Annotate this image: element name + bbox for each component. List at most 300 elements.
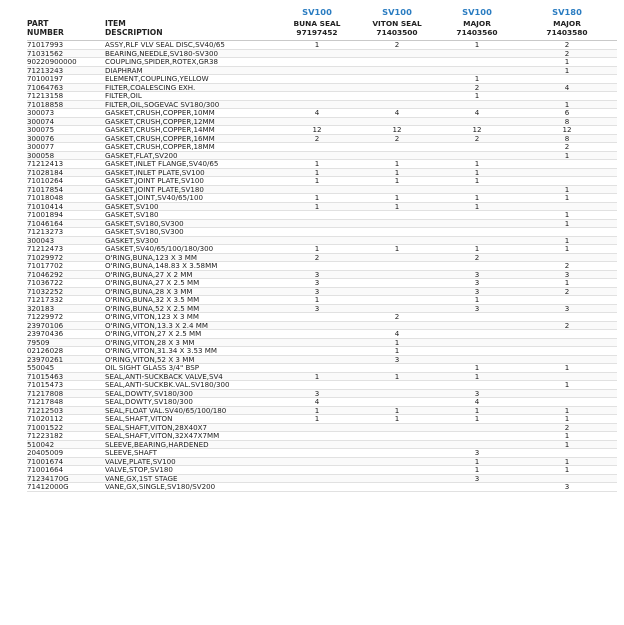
qty-sv100-buna-cell	[277, 185, 357, 194]
part-number-cell: 71001674	[27, 457, 105, 466]
table-row	[27, 372, 617, 381]
part-number-cell: 300073	[27, 109, 105, 118]
qty-sv100-viton-cell	[357, 83, 437, 92]
table-row	[27, 338, 617, 347]
qty-sv180-major-cell: 1	[517, 66, 617, 75]
qty-sv180-major-cell: 1	[517, 211, 617, 220]
item-description-cell: VALVE,STOP,SV180	[105, 466, 277, 475]
table-row	[27, 423, 617, 432]
table-row	[27, 83, 617, 92]
table-row	[27, 58, 617, 67]
qty-sv100-major-cell	[437, 151, 517, 160]
qty-sv100-major-cell: 1	[437, 466, 517, 475]
part-number-header	[27, 8, 105, 41]
qty-sv180-major-cell: 1	[517, 432, 617, 441]
table-row	[27, 321, 617, 330]
item-description-cell: SLEEVE,BEARING,HARDENED	[105, 440, 277, 449]
qty-sv180-major-cell: 8	[517, 117, 617, 126]
item-description-cell: SEAL,DOWTY,SV180/300	[105, 389, 277, 398]
part-number-cell: 71212413	[27, 160, 105, 169]
qty-sv100-major-cell: 1	[437, 296, 517, 305]
part-number-cell: 71064763	[27, 83, 105, 92]
qty-sv180-major-cell	[517, 177, 617, 186]
part-number-cell: 300075	[27, 126, 105, 135]
part-number-cell: 71213243	[27, 66, 105, 75]
item-description-cell: GASKET,INLET FLANGE,SV40/65	[105, 160, 277, 169]
qty-sv100-major-cell: 1	[437, 364, 517, 373]
qty-sv100-major-cell: 1	[437, 406, 517, 415]
qty-sv100-buna-cell	[277, 338, 357, 347]
qty-sv180-major-cell	[517, 398, 617, 407]
qty-sv100-major-cell: 3	[437, 279, 517, 288]
qty-sv100-buna-cell	[277, 75, 357, 84]
qty-sv100-major-cell: 1	[437, 75, 517, 84]
qty-sv180-major-cell	[517, 389, 617, 398]
qty-sv100-major-cell: 3	[437, 474, 517, 483]
part-number-cell: 71217848	[27, 398, 105, 407]
kit-model: SV100	[462, 7, 492, 17]
qty-sv100-major-cell	[437, 440, 517, 449]
table-row	[27, 75, 617, 84]
qty-sv100-major-cell: 3	[437, 304, 517, 313]
qty-sv100-buna-cell	[277, 100, 357, 109]
qty-sv180-major-cell: 6	[517, 109, 617, 118]
qty-sv100-viton-cell	[357, 49, 437, 58]
qty-sv100-buna-cell	[277, 262, 357, 271]
item-description-cell: O'RING,BUNA,148.83 X 3.58MM	[105, 262, 277, 271]
item-description-cell: VANE,GX,1ST STAGE	[105, 474, 277, 483]
qty-sv100-major-cell: 12	[437, 126, 517, 135]
qty-sv180-major-cell: 1	[517, 185, 617, 194]
qty-sv100-major-cell: 1	[437, 177, 517, 186]
qty-sv100-buna-cell	[277, 143, 357, 152]
qty-sv180-major-cell: 1	[517, 236, 617, 245]
kit-header-sv100-major	[437, 8, 517, 41]
qty-sv100-viton-cell: 1	[357, 202, 437, 211]
qty-sv100-viton-cell: 1	[357, 372, 437, 381]
qty-sv180-major-cell: 1	[517, 100, 617, 109]
part-number-cell: 71217808	[27, 389, 105, 398]
part-number-cell: 71010264	[27, 177, 105, 186]
part-number-cell: 79509	[27, 338, 105, 347]
table-row	[27, 109, 617, 118]
qty-sv100-viton-cell	[357, 270, 437, 279]
qty-sv100-major-cell: 3	[437, 287, 517, 296]
qty-sv180-major-cell	[517, 228, 617, 237]
part-number-cell: 23970106	[27, 321, 105, 330]
qty-sv100-viton-cell	[357, 423, 437, 432]
item-description-cell: O'RING,VITON,28 X 3 MM	[105, 338, 277, 347]
item-description-cell: GASKET,JOINT PLATE,SV180	[105, 185, 277, 194]
qty-sv100-viton-cell	[357, 440, 437, 449]
qty-sv100-buna-cell: 1	[277, 177, 357, 186]
qty-sv180-major-cell: 2	[517, 423, 617, 432]
part-number-cell: 71234170G	[27, 474, 105, 483]
table-row	[27, 287, 617, 296]
qty-sv100-viton-cell	[357, 262, 437, 271]
qty-sv100-viton-cell: 1	[357, 194, 437, 203]
item-description-cell: GASKET,SV180,SV300	[105, 228, 277, 237]
item-description-header-line-1: ITEM	[105, 19, 126, 28]
table-row	[27, 143, 617, 152]
part-number-header-line-2: NUMBER	[27, 28, 64, 37]
item-description-cell: O'RING,VITON,27 X 2.5 MM	[105, 330, 277, 339]
part-number-cell: 71020112	[27, 415, 105, 424]
qty-sv100-buna-cell: 3	[277, 304, 357, 313]
item-description-cell: O'RING,BUNA,52 X 2.5 MM	[105, 304, 277, 313]
qty-sv100-major-cell	[437, 211, 517, 220]
part-number-cell: 71212473	[27, 245, 105, 254]
qty-sv100-viton-cell	[357, 398, 437, 407]
qty-sv100-buna-cell	[277, 236, 357, 245]
part-number-cell: 71217332	[27, 296, 105, 305]
part-number-cell: 71015473	[27, 381, 105, 390]
qty-sv100-viton-cell	[357, 381, 437, 390]
qty-sv100-buna-cell: 3	[277, 279, 357, 288]
part-number-header-line-1: PART	[27, 19, 49, 28]
kit-name: MAJOR	[463, 19, 491, 28]
item-description-cell: O'RING,VITON,123 X 3 MM	[105, 313, 277, 322]
part-number-cell: 71017854	[27, 185, 105, 194]
table-row	[27, 406, 617, 415]
item-description-cell: DIAPHRAM	[105, 66, 277, 75]
item-description-cell: GASKET,CRUSH,COPPER,16MM	[105, 134, 277, 143]
qty-sv180-major-cell: 2	[517, 321, 617, 330]
qty-sv100-major-cell	[437, 49, 517, 58]
table-row	[27, 194, 617, 203]
qty-sv100-buna-cell: 1	[277, 160, 357, 169]
qty-sv180-major-cell: 12	[517, 126, 617, 135]
qty-sv100-viton-cell	[357, 117, 437, 126]
qty-sv180-major-cell	[517, 168, 617, 177]
table-row	[27, 202, 617, 211]
qty-sv100-viton-cell	[357, 236, 437, 245]
qty-sv100-buna-cell: 3	[277, 270, 357, 279]
qty-sv100-major-cell: 1	[437, 372, 517, 381]
qty-sv100-buna-cell	[277, 483, 357, 492]
qty-sv100-major-cell	[437, 423, 517, 432]
item-description-cell: FILTER,OIL,SOGEVAC SV180/300	[105, 100, 277, 109]
qty-sv180-major-cell: 1	[517, 466, 617, 475]
qty-sv100-viton-cell: 1	[357, 415, 437, 424]
kit-part-number: 71403560	[456, 28, 498, 37]
qty-sv100-major-cell	[437, 330, 517, 339]
qty-sv180-major-cell: 2	[517, 49, 617, 58]
part-number-cell: 90220900000	[27, 58, 105, 67]
table-row	[27, 449, 617, 458]
item-description-cell: SEAL,FLOAT VAL.SV40/65/100/180	[105, 406, 277, 415]
qty-sv100-buna-cell	[277, 66, 357, 75]
qty-sv100-major-cell	[437, 58, 517, 67]
qty-sv180-major-cell	[517, 338, 617, 347]
qty-sv100-buna-cell	[277, 330, 357, 339]
kit-model: SV100	[382, 7, 412, 17]
qty-sv180-major-cell: 2	[517, 287, 617, 296]
qty-sv100-viton-cell: 2	[357, 134, 437, 143]
table-row	[27, 313, 617, 322]
qty-sv100-viton-cell	[357, 321, 437, 330]
qty-sv180-major-cell: 2	[517, 143, 617, 152]
item-description-cell: BEARING,NEEDLE,SV180-SV300	[105, 49, 277, 58]
part-number-cell: 71017993	[27, 41, 105, 50]
item-description-cell: SEAL,ANTI-SUCKBK.VAL.SV180/300	[105, 381, 277, 390]
qty-sv100-buna-cell: 1	[277, 406, 357, 415]
qty-sv180-major-cell	[517, 449, 617, 458]
table-row	[27, 330, 617, 339]
part-number-cell: 300077	[27, 143, 105, 152]
table-row	[27, 389, 617, 398]
qty-sv180-major-cell: 1	[517, 194, 617, 203]
table-row	[27, 279, 617, 288]
qty-sv180-major-cell	[517, 313, 617, 322]
table-row	[27, 474, 617, 483]
qty-sv100-buna-cell	[277, 151, 357, 160]
qty-sv180-major-cell: 1	[517, 219, 617, 228]
table-row	[27, 262, 617, 271]
qty-sv180-major-cell	[517, 372, 617, 381]
item-description-cell: SEAL,SHAFT,VITON,32X47X7MM	[105, 432, 277, 441]
qty-sv100-viton-cell	[357, 483, 437, 492]
part-number-cell: 300074	[27, 117, 105, 126]
qty-sv100-major-cell: 4	[437, 109, 517, 118]
part-number-cell: 71046292	[27, 270, 105, 279]
table-row	[27, 134, 617, 143]
table-row	[27, 457, 617, 466]
table-header	[27, 8, 617, 41]
table-row	[27, 177, 617, 186]
qty-sv100-viton-cell	[357, 151, 437, 160]
table-row	[27, 440, 617, 449]
qty-sv100-buna-cell: 2	[277, 253, 357, 262]
qty-sv100-major-cell: 3	[437, 270, 517, 279]
table-row	[27, 49, 617, 58]
qty-sv100-major-cell	[437, 338, 517, 347]
qty-sv100-viton-cell: 1	[357, 177, 437, 186]
qty-sv100-buna-cell: 1	[277, 202, 357, 211]
qty-sv180-major-cell: 1	[517, 364, 617, 373]
qty-sv180-major-cell	[517, 75, 617, 84]
qty-sv180-major-cell: 1	[517, 415, 617, 424]
qty-sv100-major-cell	[437, 228, 517, 237]
table-row	[27, 296, 617, 305]
part-number-cell: 71036722	[27, 279, 105, 288]
qty-sv100-viton-cell	[357, 185, 437, 194]
qty-sv100-viton-cell	[357, 143, 437, 152]
qty-sv100-viton-cell: 3	[357, 355, 437, 364]
kit-header-sv180-major	[517, 8, 617, 41]
table-row	[27, 381, 617, 390]
qty-sv180-major-cell: 1	[517, 58, 617, 67]
part-number-cell: 71001522	[27, 423, 105, 432]
qty-sv100-viton-cell	[357, 253, 437, 262]
qty-sv100-viton-cell	[357, 75, 437, 84]
part-number-cell: 71028184	[27, 168, 105, 177]
part-number-cell: 71017702	[27, 262, 105, 271]
table-row	[27, 466, 617, 475]
qty-sv100-buna-cell: 2	[277, 134, 357, 143]
item-description-cell: O'RING,VITON,52 X 3 MM	[105, 355, 277, 364]
qty-sv100-buna-cell	[277, 321, 357, 330]
item-description-cell: GASKET,FLAT,SV200	[105, 151, 277, 160]
kit-model: SV180	[552, 7, 582, 17]
table-row	[27, 398, 617, 407]
table-row	[27, 415, 617, 424]
qty-sv100-viton-cell	[357, 279, 437, 288]
qty-sv180-major-cell: 8	[517, 134, 617, 143]
table-row	[27, 364, 617, 373]
qty-sv100-major-cell	[437, 313, 517, 322]
item-description-cell: GASKET,CRUSH,COPPER,10MM	[105, 109, 277, 118]
item-description-cell: O'RING,BUNA,28 X 3 MM	[105, 287, 277, 296]
table-row	[27, 432, 617, 441]
qty-sv100-major-cell	[437, 219, 517, 228]
item-description-cell: GASKET,SV40/65/100/180/300	[105, 245, 277, 254]
qty-sv100-buna-cell: 4	[277, 109, 357, 118]
qty-sv100-buna-cell	[277, 219, 357, 228]
qty-sv100-buna-cell	[277, 449, 357, 458]
table-row	[27, 100, 617, 109]
table-row	[27, 160, 617, 169]
kit-part-number: 71403580	[546, 28, 588, 37]
qty-sv100-viton-cell: 4	[357, 330, 437, 339]
qty-sv100-viton-cell	[357, 228, 437, 237]
item-description-cell: SEAL,SHAFT,VITON	[105, 415, 277, 424]
qty-sv100-viton-cell: 1	[357, 406, 437, 415]
qty-sv180-major-cell: 2	[517, 41, 617, 50]
qty-sv100-major-cell	[437, 100, 517, 109]
qty-sv180-major-cell: 1	[517, 245, 617, 254]
part-number-cell: 550045	[27, 364, 105, 373]
part-number-cell: 71029972	[27, 253, 105, 262]
qty-sv100-buna-cell	[277, 211, 357, 220]
item-description-cell: SEAL,ANTI-SUCKBACK VALVE,SV4	[105, 372, 277, 381]
qty-sv100-buna-cell	[277, 92, 357, 101]
qty-sv100-buna-cell	[277, 423, 357, 432]
item-description-cell: GASKET,CRUSH,COPPER,12MM	[105, 117, 277, 126]
qty-sv100-buna-cell	[277, 474, 357, 483]
qty-sv180-major-cell: 1	[517, 440, 617, 449]
part-number-cell: 510042	[27, 440, 105, 449]
qty-sv100-major-cell	[437, 66, 517, 75]
qty-sv100-major-cell	[437, 321, 517, 330]
qty-sv180-major-cell: 3	[517, 483, 617, 492]
table-row	[27, 236, 617, 245]
qty-sv100-viton-cell	[357, 466, 437, 475]
qty-sv180-major-cell	[517, 330, 617, 339]
part-number-cell: 02126028	[27, 347, 105, 356]
item-description-cell: SLEEVE,SHAFT	[105, 449, 277, 458]
qty-sv180-major-cell	[517, 347, 617, 356]
qty-sv100-viton-cell	[357, 100, 437, 109]
table-row	[27, 66, 617, 75]
part-number-cell: 71223182	[27, 432, 105, 441]
qty-sv100-major-cell: 1	[437, 92, 517, 101]
table-row	[27, 185, 617, 194]
part-number-cell: 23970261	[27, 355, 105, 364]
item-description-cell: VANE,GX,SINGLE,SV180/SV200	[105, 483, 277, 492]
qty-sv100-major-cell	[437, 355, 517, 364]
part-number-cell: 71213273	[27, 228, 105, 237]
table-row	[27, 245, 617, 254]
qty-sv100-major-cell: 1	[437, 160, 517, 169]
qty-sv100-buna-cell: 1	[277, 41, 357, 50]
kit-model: SV100	[302, 7, 332, 17]
qty-sv100-buna-cell: 3	[277, 389, 357, 398]
qty-sv100-major-cell	[437, 483, 517, 492]
qty-sv180-major-cell: 3	[517, 304, 617, 313]
qty-sv100-major-cell: 3	[437, 389, 517, 398]
qty-sv100-buna-cell: 1	[277, 245, 357, 254]
qty-sv100-viton-cell	[357, 457, 437, 466]
part-number-cell: 71018048	[27, 194, 105, 203]
qty-sv180-major-cell	[517, 355, 617, 364]
part-number-cell: 71010414	[27, 202, 105, 211]
qty-sv100-major-cell: 2	[437, 253, 517, 262]
table-row	[27, 41, 617, 50]
table-row	[27, 483, 617, 492]
qty-sv180-major-cell	[517, 474, 617, 483]
part-number-cell: 71031562	[27, 49, 105, 58]
table-row	[27, 228, 617, 237]
table-row	[27, 355, 617, 364]
qty-sv100-buna-cell	[277, 83, 357, 92]
qty-sv180-major-cell	[517, 160, 617, 169]
qty-sv100-buna-cell	[277, 381, 357, 390]
kit-part-number: 71403500	[376, 28, 418, 37]
qty-sv100-viton-cell	[357, 364, 437, 373]
qty-sv100-viton-cell	[357, 58, 437, 67]
qty-sv100-major-cell	[437, 236, 517, 245]
table-body	[27, 41, 617, 492]
item-description-cell: GASKET,SV300	[105, 236, 277, 245]
kit-header-sv100-buna	[277, 8, 357, 41]
qty-sv100-buna-cell	[277, 364, 357, 373]
item-description-cell: O'RING,BUNA,32 X 3.5 MM	[105, 296, 277, 305]
qty-sv100-major-cell: 1	[437, 41, 517, 50]
qty-sv100-buna-cell	[277, 355, 357, 364]
item-description-cell: GASKET,SV100	[105, 202, 277, 211]
table-row	[27, 211, 617, 220]
qty-sv100-buna-cell	[277, 117, 357, 126]
qty-sv100-viton-cell	[357, 211, 437, 220]
table-row	[27, 126, 617, 135]
part-number-cell: 71001894	[27, 211, 105, 220]
part-number-cell: 71213158	[27, 92, 105, 101]
part-number-cell: 320183	[27, 304, 105, 313]
qty-sv100-viton-cell: 12	[357, 126, 437, 135]
table-row	[27, 92, 617, 101]
item-description-cell: GASKET,CRUSH,COPPER,18MM	[105, 143, 277, 152]
table-row	[27, 219, 617, 228]
item-description-cell: GASKET,SV180,SV300	[105, 219, 277, 228]
qty-sv100-buna-cell	[277, 347, 357, 356]
kit-name: MAJOR	[553, 19, 581, 28]
qty-sv180-major-cell: 1	[517, 151, 617, 160]
qty-sv100-buna-cell: 3	[277, 287, 357, 296]
qty-sv100-major-cell	[437, 262, 517, 271]
part-number-cell: 300076	[27, 134, 105, 143]
kit-header-sv100-viton	[357, 8, 437, 41]
qty-sv100-major-cell	[437, 347, 517, 356]
qty-sv100-viton-cell	[357, 66, 437, 75]
table-row	[27, 151, 617, 160]
part-number-cell: 300043	[27, 236, 105, 245]
qty-sv100-viton-cell	[357, 92, 437, 101]
qty-sv100-buna-cell: 1	[277, 296, 357, 305]
qty-sv100-viton-cell: 2	[357, 41, 437, 50]
part-number-cell: 71001664	[27, 466, 105, 475]
qty-sv100-buna-cell: 12	[277, 126, 357, 135]
